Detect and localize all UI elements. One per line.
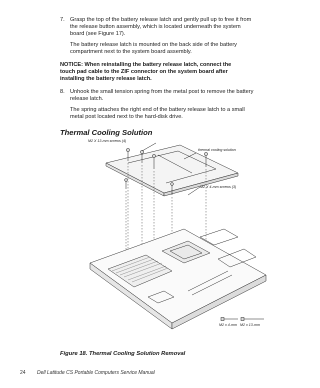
step-8-line-2: release latch. <box>70 96 104 102</box>
label-screw-legend-b: M2 x 13-mm <box>240 323 260 327</box>
figure-caption: Figure 18. Thermal Cooling Solution Removal <box>60 351 186 357</box>
section-title: Thermal Cooling Solution <box>60 128 153 137</box>
step-8-note-line-2: metal post located next to the hard-disk drive. <box>70 114 183 120</box>
exploded-view-illustration <box>88 141 270 346</box>
step-7-note-line-1: The battery release latch is mounted on the back side of the battery <box>70 42 237 48</box>
label-screw-legend-a: M2 x 4-mm <box>219 323 237 327</box>
page-number: 24 <box>20 370 26 376</box>
page-footer <box>20 370 155 376</box>
thermal-cooling-diagram <box>88 141 270 346</box>
step-7-number: 7. <box>60 17 65 23</box>
step-7-line-2: the release button assembly, which is located underneath the system <box>70 24 241 30</box>
step-8-line-1: Unhook the small tension spring from the metal post to remove the battery <box>70 89 254 95</box>
step-7-note-line-2: compartment next to the system board assembly. <box>70 49 192 55</box>
label-thermal-cooling-solution: thermal cooling solution <box>198 148 236 152</box>
notice-line-3: installing the battery release latch. <box>60 76 152 82</box>
notice-line-1: NOTICE: When reinstalling the battery release latch, connect the <box>60 62 232 68</box>
manual-title: Dell Latitude CS Portable Computers Service Manual <box>36 370 155 376</box>
step-7-line-1: Grasp the top of the battery release latch and gently pull up to free it from <box>70 17 252 23</box>
notice-line-2: touch pad cable to the ZIF connector on the system board after <box>60 69 228 75</box>
label-screws-right: M2 X 4-mm screws (3) <box>200 185 237 189</box>
step-8-number: 8. <box>60 89 65 95</box>
label-screws-top: M2 X 13-mm screws (4) <box>88 139 127 143</box>
step-8-note-line-1: The spring attaches the right end of the battery release latch to a small <box>70 107 245 113</box>
step-7-line-3: board (see Figure 17). <box>70 31 126 37</box>
